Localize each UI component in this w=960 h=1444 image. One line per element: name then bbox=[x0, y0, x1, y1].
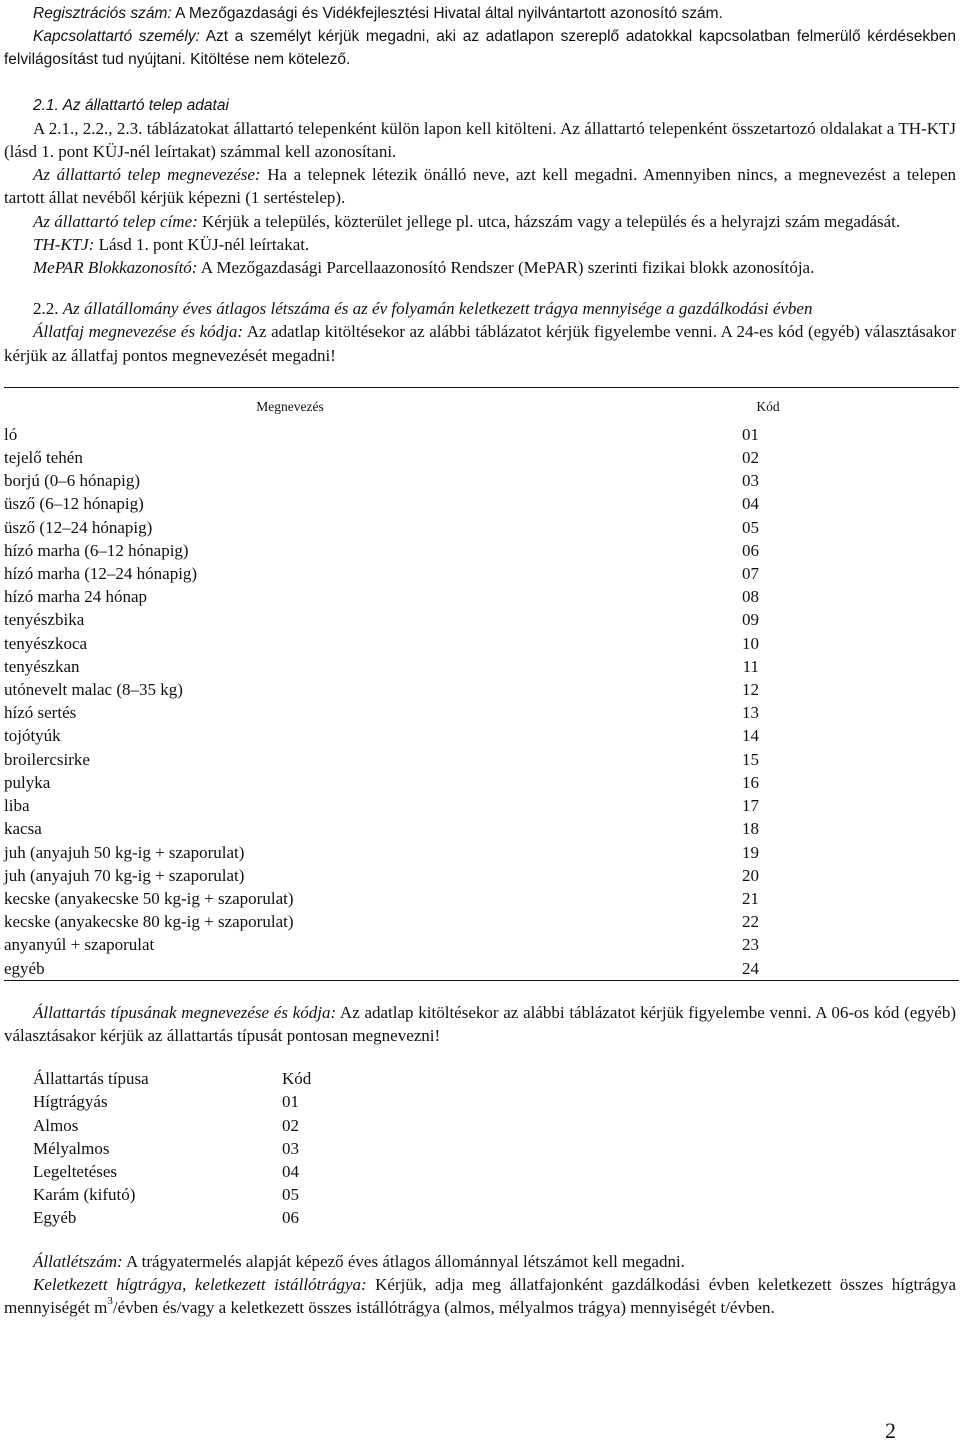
species-row bbox=[4, 423, 959, 446]
species-name-cell: tenyészbika bbox=[4, 610, 85, 630]
species-row bbox=[4, 794, 959, 817]
keeping-type-code-cell: 04 bbox=[282, 1161, 299, 1181]
species-label: Állatfaj megnevezése és kódja: bbox=[33, 322, 244, 342]
species-row bbox=[4, 771, 959, 794]
site-name-paragraph bbox=[4, 163, 956, 209]
species-code-cell: 06 bbox=[742, 540, 759, 560]
species-name-cell: üsző (12–24 hónapig) bbox=[4, 517, 153, 537]
species-code-cell: 24 bbox=[742, 958, 759, 978]
keeping-type-name-cell: Egyéb bbox=[33, 1208, 77, 1228]
species-code-cell: 02 bbox=[742, 448, 759, 468]
contact-paragraph bbox=[4, 25, 956, 71]
species-name-cell: hízó marha 24 hónap bbox=[4, 587, 148, 607]
keeping-type-name-cell: Almos bbox=[33, 1115, 79, 1135]
species-row bbox=[4, 562, 959, 585]
keeping-type-code-cell: 06 bbox=[282, 1208, 299, 1228]
section-2-1-number: 2.1. bbox=[33, 96, 59, 114]
spacer bbox=[4, 1230, 956, 1250]
species-code-cell: 21 bbox=[742, 888, 759, 908]
species-row bbox=[4, 701, 959, 724]
registration-label: Regisztrációs szám: bbox=[33, 5, 172, 22]
species-code-cell: 22 bbox=[742, 912, 759, 932]
keeping-type-row bbox=[33, 1114, 311, 1137]
keeping-table-body bbox=[33, 1090, 311, 1229]
section-2-1-title: Az állattartó telep adatai bbox=[62, 96, 229, 114]
species-code-cell: 01 bbox=[742, 424, 759, 444]
mepar-paragraph bbox=[4, 256, 956, 279]
species-row bbox=[4, 724, 959, 747]
species-code-cell: 11 bbox=[742, 656, 759, 676]
species-row bbox=[4, 608, 959, 631]
species-name-cell: egyéb bbox=[4, 958, 45, 978]
keeping-type-row bbox=[33, 1137, 311, 1160]
keeping-type-label: Állattartás típusának megnevezése és kódja: bbox=[33, 1002, 337, 1022]
species-code-cell: 19 bbox=[742, 842, 759, 862]
species-code-cell: 08 bbox=[742, 587, 759, 607]
keeping-type-name-cell: Legeltetéses bbox=[33, 1161, 118, 1181]
species-name-cell: kecske (anyakecske 80 kg-ig + szaporulat) bbox=[4, 912, 294, 932]
document-page bbox=[4, 2, 956, 1319]
species-name-cell: ló bbox=[4, 424, 18, 444]
species-code-cell: 03 bbox=[742, 471, 759, 491]
manure-paragraph bbox=[4, 1273, 956, 1319]
species-row bbox=[4, 957, 959, 981]
species-table-body bbox=[4, 423, 959, 980]
keeping-type-text: Az adatlap kitöltésekor az alábbi táblázatot kérjük figyelembe venni. A 06-os kód (egyéb) választásakor kérjük az állattartás típusát pontosan megnevezni! bbox=[4, 1002, 956, 1045]
mepar-text: A Mezőgazdasági Parcellaazonosító Rendszer (MePAR) szerinti fizikai blokk azonosítója. bbox=[197, 258, 815, 278]
species-code-cell: 15 bbox=[742, 749, 759, 769]
manure-text-b: /évben és/vagy a keletkezett összes istállótrágya (almos, mélyalmos trágya) mennyiségét t/évben. bbox=[112, 1297, 775, 1317]
animal-count-label: Állatlétszám: bbox=[33, 1251, 123, 1271]
species-code-cell: 18 bbox=[742, 819, 759, 839]
species-code-cell: 23 bbox=[742, 935, 759, 955]
section-2-1-heading bbox=[4, 94, 956, 117]
keeping-type-paragraph bbox=[4, 1001, 956, 1047]
keeping-table-header-row bbox=[33, 1067, 311, 1090]
species-name-cell: juh (anyajuh 70 kg-ig + szaporulat) bbox=[4, 865, 245, 885]
animal-count-text: A trágyatermelés alapját képező éves átlagos állománnyal létszámot kell megadni. bbox=[122, 1251, 685, 1271]
keeping-type-code-cell: 03 bbox=[282, 1138, 299, 1158]
species-row bbox=[4, 887, 959, 910]
species-row bbox=[4, 492, 959, 515]
species-row bbox=[4, 539, 959, 562]
species-header-code: Kód bbox=[756, 399, 780, 415]
mepar-label: MePAR Blokkazonosító: bbox=[33, 258, 198, 278]
species-row bbox=[4, 841, 959, 864]
species-row bbox=[4, 516, 959, 539]
species-name-cell: tenyészkan bbox=[4, 656, 80, 676]
species-row bbox=[4, 817, 959, 840]
spacer bbox=[4, 279, 956, 297]
species-name-cell: liba bbox=[4, 796, 30, 816]
species-name-cell: broilercsirke bbox=[4, 749, 90, 769]
keeping-type-row bbox=[33, 1160, 311, 1183]
keeping-header-code: Kód bbox=[282, 1069, 312, 1089]
species-name-cell: kecske (anyakecske 50 kg-ig + szaporulat) bbox=[4, 888, 294, 908]
section-2-1-paragraph: A 2.1., 2.2., 2.3. táblázatokat állattartó telepenként külön lapon kell kitölteni. Az állattartó telepenként összetartozó oldalakat a TH-KTJ (lásd 1. pont KÜJ-nél leírtakat) számmal kell azonosítani. bbox=[4, 118, 956, 162]
thktj-label: TH-KTJ: bbox=[33, 234, 95, 254]
species-code-cell: 14 bbox=[742, 726, 759, 746]
keeping-type-row bbox=[33, 1206, 311, 1229]
keeping-type-name-cell: Mélyalmos bbox=[33, 1138, 110, 1158]
species-name-cell: üsző (6–12 hónapig) bbox=[4, 494, 144, 514]
species-name-cell: tenyészkoca bbox=[4, 633, 88, 653]
species-name-cell: borjú (0–6 hónapig) bbox=[4, 471, 140, 491]
species-row bbox=[4, 678, 959, 701]
species-paragraph bbox=[4, 320, 956, 366]
species-name-cell: pulyka bbox=[4, 772, 51, 792]
spacer bbox=[4, 981, 956, 1001]
thktj-text: Lásd 1. pont KÜJ-nél leírtakat. bbox=[94, 234, 310, 254]
species-name-cell: hízó sertés bbox=[4, 703, 77, 723]
registration-text: A Mezőgazdasági és Vidékfejlesztési Hivatal által nyilvántartott azonosító szám. bbox=[171, 5, 723, 22]
section-2-2-title: Az állatállomány éves átlagos létszáma és az év folyamán keletkezett trágya mennyisége a gazdálkodási évben bbox=[62, 299, 813, 319]
site-name-text: Ha a telepnek létezik önálló neve, azt kell megadni. Amennyiben nincs, a megnevezést a telepen tartott állat nevéből kérjük képezni (1 sertéstelep). bbox=[4, 165, 957, 208]
species-row bbox=[4, 910, 959, 933]
species-code-cell: 05 bbox=[742, 517, 759, 537]
species-code-cell: 20 bbox=[742, 865, 759, 885]
species-row bbox=[4, 632, 959, 655]
species-code-cell: 12 bbox=[742, 680, 759, 700]
species-header-name: Megnevezés bbox=[256, 399, 324, 415]
species-name-cell: juh (anyajuh 50 kg-ig + szaporulat) bbox=[4, 842, 245, 862]
keeping-header-type: Állattartás típusa bbox=[33, 1069, 149, 1089]
species-name-cell: kacsa bbox=[4, 819, 42, 839]
species-code-cell: 17 bbox=[742, 796, 759, 816]
contact-label: Kapcsolattartó személy: bbox=[33, 28, 200, 46]
species-name-cell: anyanyúl + szaporulat bbox=[4, 935, 155, 955]
thktj-paragraph bbox=[4, 233, 956, 256]
keeping-type-name-cell: Karám (kifutó) bbox=[33, 1185, 136, 1205]
site-address-paragraph bbox=[4, 210, 956, 233]
section-2-2-heading bbox=[4, 297, 956, 320]
manure-label: Keletkezett hígtrágya, keletkezett istállótrágya: bbox=[33, 1274, 367, 1294]
species-name-cell: hízó marha (6–12 hónapig) bbox=[4, 540, 189, 560]
keeping-type-code-cell: 01 bbox=[282, 1092, 299, 1112]
animal-count-paragraph bbox=[4, 1250, 956, 1273]
species-row bbox=[4, 748, 959, 771]
species-name-cell: tojótyúk bbox=[4, 726, 61, 746]
species-name-cell: tejelő tehén bbox=[4, 448, 83, 468]
species-row bbox=[4, 469, 959, 492]
keeping-type-row bbox=[33, 1183, 311, 1206]
species-row bbox=[4, 933, 959, 956]
species-code-cell: 09 bbox=[742, 610, 759, 630]
manure-superscript: 3 bbox=[107, 1294, 113, 1307]
keeping-type-code-cell: 05 bbox=[282, 1185, 299, 1205]
species-row bbox=[4, 446, 959, 469]
site-name-label: Az állattartó telep megnevezése: bbox=[33, 165, 261, 185]
species-code-cell: 10 bbox=[742, 633, 759, 653]
manure-text-a: Kérjük, adja meg állatfajonként gazdálkodási évben keletkezett összes hígtrágya mennyiségét m bbox=[4, 1274, 956, 1317]
keeping-type-name-cell: Hígtrágyás bbox=[33, 1092, 108, 1112]
species-code-table bbox=[4, 387, 959, 981]
species-row bbox=[4, 585, 959, 608]
species-name-cell: hízó marha (12–24 hónapig) bbox=[4, 564, 198, 584]
species-table-header-row bbox=[4, 387, 959, 423]
species-row bbox=[4, 864, 959, 887]
species-text: Az adatlap kitöltésekor az alábbi táblázatot kérjük figyelembe venni. A 24-es kód (egyéb) választásakor kérjük az állatfaj pontos megnevezését megadni! bbox=[4, 322, 956, 365]
species-row bbox=[4, 655, 959, 678]
species-code-cell: 07 bbox=[742, 564, 759, 584]
species-name-cell: utónevelt malac (8–35 kg) bbox=[4, 680, 183, 700]
keeping-type-table bbox=[33, 1067, 311, 1229]
page-number: 2 bbox=[885, 1418, 896, 1443]
contact-text: Azt a személyt kérjük megadni, aki az adatlapon szereplő adatokkal kapcsolatban felmerülő kérdésekben felvilágosítást tud nyújtani. Kitöltése nem kötelező. bbox=[4, 28, 956, 69]
species-code-cell: 16 bbox=[742, 772, 759, 792]
species-code-cell: 04 bbox=[742, 494, 759, 514]
site-address-text: Kérjük a település, közterület jellege pl. utca, házszám vagy a település és a helyrajzi szám megadását. bbox=[197, 211, 901, 231]
section-2-2-number: 2.2. bbox=[33, 299, 59, 319]
keeping-type-row bbox=[33, 1090, 311, 1113]
registration-paragraph bbox=[4, 2, 956, 25]
keeping-type-code-cell: 02 bbox=[282, 1115, 299, 1135]
species-code-cell: 13 bbox=[742, 703, 759, 723]
site-address-label: Az állattartó telep címe: bbox=[33, 211, 198, 231]
